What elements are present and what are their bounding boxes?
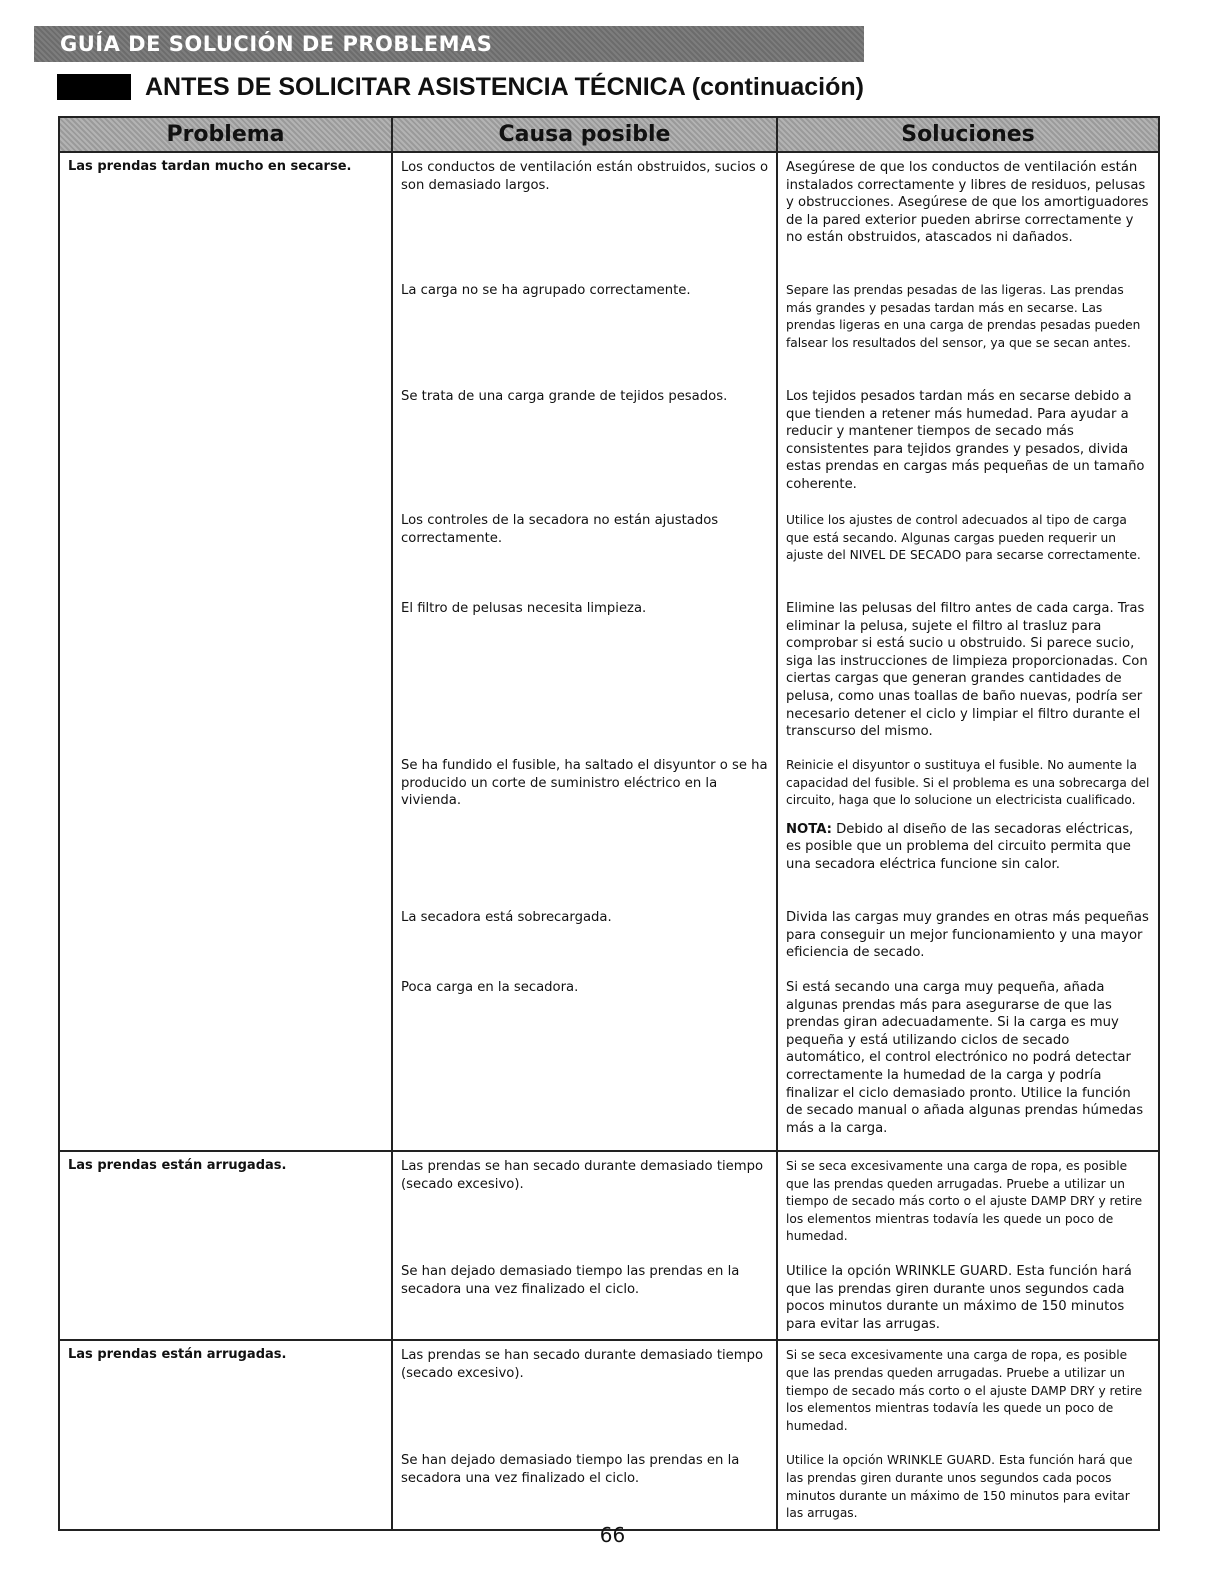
table-row <box>59 973 1159 1151</box>
table-row <box>59 1340 1159 1446</box>
solution-cell: Asegúrese de que los conductos de ventilación están instalados correctamente y libres de residuos, pelusas y obstrucciones. Asegúrese de que los amortiguadores de la pared exterior pueden abrirse correctamente y no están obstruidos, atascados ni dañados. <box>777 152 1159 276</box>
cause-cell: Se ha fundido el fusible, ha saltado el disyuntor o se ha producido un corte de suministro eléctrico en la vivienda. <box>392 751 777 903</box>
section-heading <box>57 70 1157 104</box>
table-header-row <box>59 117 1159 152</box>
note-label: NOTA: <box>786 821 832 837</box>
solution-cell: Si se seca excesivamente una carga de ropa, es posible que las prendas queden arrugadas. Pruebe a utilizar un tiempo de secado más corto o el ajuste DAMP DRY y retire los elementos mientras todavía les quede un poco de humedad. <box>777 1151 1159 1257</box>
cause-cell: Las prendas se han secado durante demasiado tiempo (secado excesivo). <box>392 1151 777 1257</box>
table-row <box>59 594 1159 751</box>
cause-cell: Los controles de la secadora no están ajustados correctamente. <box>392 506 777 594</box>
note-text: Debido al diseño de las secadoras eléctricas, es posible que un problema del circuito permita que una secadora eléctrica funcione sin calor. <box>786 821 1134 872</box>
cause-cell: Las prendas se han secado durante demasiado tiempo (secado excesivo). <box>392 1340 777 1446</box>
solution-cell: Divida las cargas muy grandes en otras más pequeñas para conseguir un mejor funcionamiento y una mayor eficiencia de secado. <box>777 903 1159 973</box>
cause-cell: La secadora está sobrecargada. <box>392 903 777 973</box>
problem-cell: Las prendas están arrugadas. <box>59 1340 392 1446</box>
problem-cell <box>59 903 392 973</box>
column-header-problem: Problema <box>59 117 392 152</box>
heading-marker-block <box>57 74 131 100</box>
solution-cell: Utilice la opción WRINKLE GUARD. Esta función hará que las prendas giren durante unos segundos cada pocos minutos durante un máximo de 150 minutos para evitar las arrugas. <box>777 1446 1159 1529</box>
cause-cell: La carga no se ha agrupado correctamente. <box>392 276 777 382</box>
problem-cell <box>59 973 392 1151</box>
troubleshooting-table <box>58 116 1160 1531</box>
problem-cell <box>59 1257 392 1340</box>
cause-cell: El filtro de pelusas necesita limpieza. <box>392 594 777 751</box>
solution-cell: Elimine las pelusas del filtro antes de cada carga. Tras eliminar la pelusa, sujete el filtro al trasluz para comprobar si está sucio u obstruido. Si parece sucio, siga las instrucciones de limpieza proporcionadas. Con ciertas cargas que generan grandes cantidades de pelusa, como unas toallas de baño nuevas, podría ser necesario detener el ciclo y limpiar el filtro durante el transcurso del mismo. <box>777 594 1159 751</box>
page-number: 66 <box>599 1523 626 1547</box>
problem-cell <box>59 276 392 382</box>
cause-cell: Se han dejado demasiado tiempo las prendas en la secadora una vez finalizado el ciclo. <box>392 1257 777 1340</box>
problem-cell: Las prendas tardan mucho en secarse. <box>59 152 392 276</box>
table-row <box>59 152 1159 276</box>
solution-cell: Separe las prendas pesadas de las ligeras. Las prendas más grandes y pesadas tardan más en secarse. Las prendas ligeras en una carga de prendas pesadas pueden falsear los resultados del sensor, ya que se secan antes. <box>777 276 1159 382</box>
problem-cell <box>59 382 392 506</box>
solution-cell <box>777 751 1159 903</box>
solution-cell: Los tejidos pesados tardan más en secarse debido a que tienden a retener más humedad. Para ayudar a reducir y mantener tiempos de secado más consistentes para tejidos grandes y pesados, divida estas prendas en cargas más pequeñas de un tamaño coherente. <box>777 382 1159 506</box>
column-header-solution: Soluciones <box>777 117 1159 152</box>
table-row <box>59 903 1159 973</box>
column-header-cause: Causa posible <box>392 117 777 152</box>
solution-cell: Si está secando una carga muy pequeña, añada algunas prendas más para asegurarse de que las prendas giran adecuadamente. Si la carga es muy pequeña y está utilizando ciclos de secado automático, el control electrónico no podrá detectar correctamente la humedad de la carga y podría finalizar el ciclo demasiado pronto. Utilice la función de secado manual o añada algunas prendas húmedas más a la carga. <box>777 973 1159 1151</box>
solution-text: Reinicie el disyuntor o sustituya el fusible. No aumente la capacidad del fusible. Si el problema es una sobrecarga del circuito, haga que lo solucione un electricista cualificado. <box>786 758 1150 808</box>
table-row <box>59 751 1159 903</box>
problem-cell <box>59 506 392 594</box>
problem-cell: Las prendas están arrugadas. <box>59 1151 392 1257</box>
cause-cell: Poca carga en la secadora. <box>392 973 777 1151</box>
problem-cell <box>59 1446 392 1529</box>
cause-cell: Se han dejado demasiado tiempo las prendas en la secadora una vez finalizado el ciclo. <box>392 1446 777 1529</box>
solution-cell: Si se seca excesivamente una carga de ropa, es posible que las prendas queden arrugadas. Pruebe a utilizar un tiempo de secado más corto o el ajuste DAMP DRY y retire los elementos mientras todavía les quede un poco de humedad. <box>777 1340 1159 1446</box>
guide-banner-title: GUÍA DE SOLUCIÓN DE PROBLEMAS <box>60 32 493 56</box>
cause-cell: Los conductos de ventilación están obstruidos, sucios o son demasiado largos. <box>392 152 777 276</box>
table-row <box>59 1151 1159 1257</box>
note-paragraph <box>786 821 1150 874</box>
cause-cell: Se trata de una carga grande de tejidos pesados. <box>392 382 777 506</box>
section-title: ANTES DE SOLICITAR ASISTENCIA TÉCNICA (continuación) <box>145 73 864 101</box>
table-row <box>59 382 1159 506</box>
table-row <box>59 276 1159 382</box>
solution-cell: Utilice los ajustes de control adecuados al tipo de carga que está secando. Algunas cargas pueden requerir un ajuste del NIVEL DE SECADO para secarse correctamente. <box>777 506 1159 594</box>
table-row <box>59 1257 1159 1340</box>
problem-cell <box>59 751 392 903</box>
table-row <box>59 1446 1159 1529</box>
guide-banner <box>34 26 864 62</box>
table-row <box>59 506 1159 594</box>
problem-cell <box>59 594 392 751</box>
solution-cell: Utilice la opción WRINKLE GUARD. Esta función hará que las prendas giren durante unos segundos cada pocos minutos durante un máximo de 150 minutos para evitar las arrugas. <box>777 1257 1159 1340</box>
